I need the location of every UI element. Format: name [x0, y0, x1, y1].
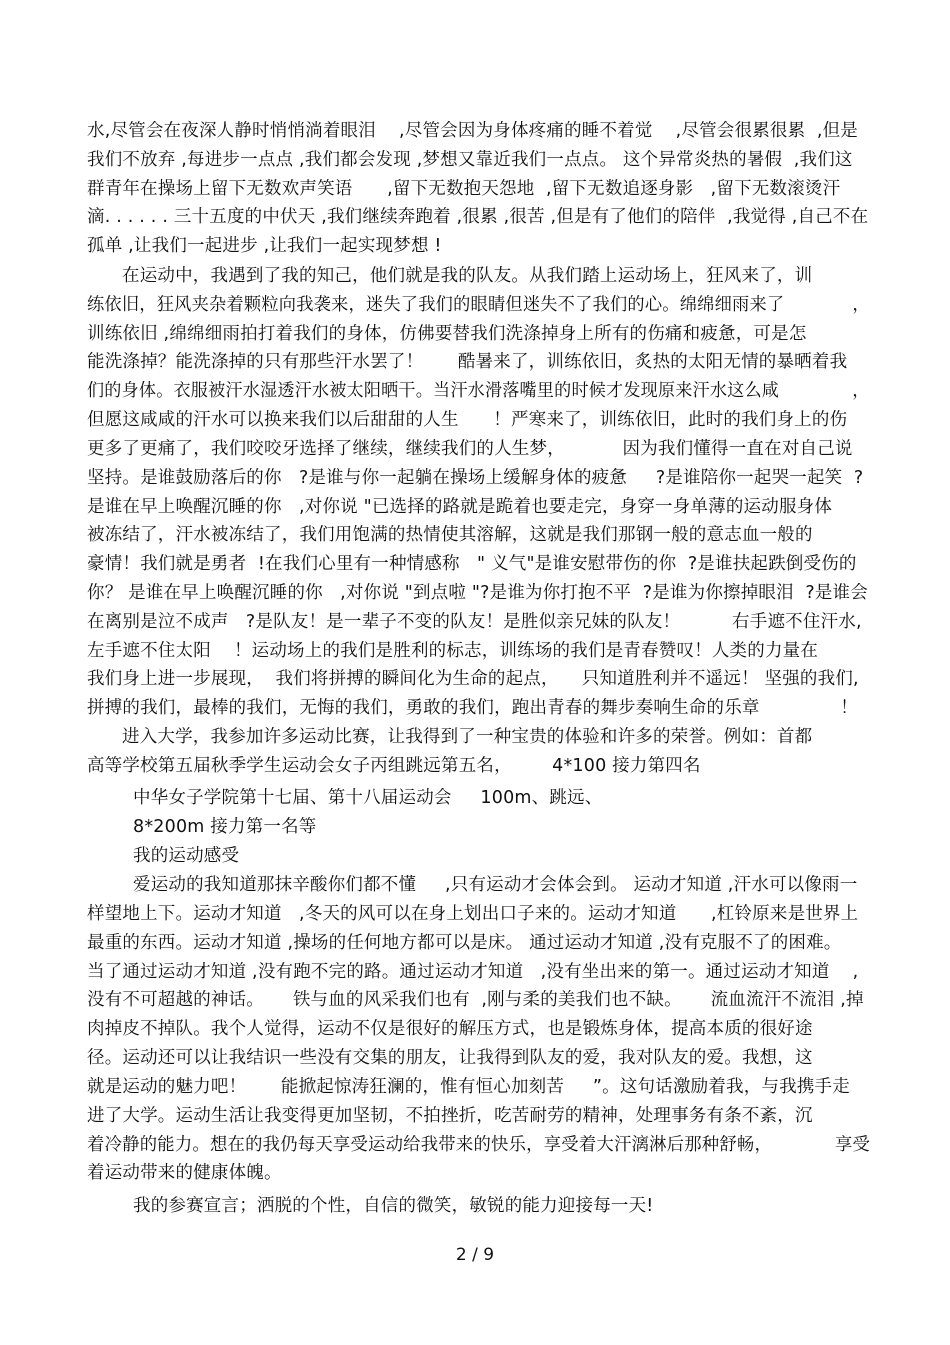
text-line: 滴. . . . . . 三十五度的中伏天 ,我们继续奔跑着 ,很累 ,很苦 ,但是有了他们的陪伴 ,我觉得 ,自己不在	[87, 207, 869, 227]
text-line: 高等学校第五届秋季学生运动会女子丙组跳远第五名， 4*100 接力第四名	[87, 756, 701, 776]
text-line: 就是运动的魅力吧！ 能掀起惊涛狂澜的，惟有恒心加刻苦 ”。这句话激励着我，与我携手走	[87, 1077, 850, 1097]
text-line: 被冻结了，汗水被冻结了，我们用饱满的热情使其溶解，这就是我们那钢一般的意志血一般的	[87, 525, 813, 545]
text-line: 没有不可超越的神话。 铁与血的风采我们也有 ,刚与柔的美我们也不缺。 流血流汗不流泪 ,掉	[87, 990, 864, 1010]
text-line: 拼搏的我们，最棒的我们，无悔的我们，勇敢的我们，跑出青春的舞步奏响生命的乐章 ！	[87, 698, 858, 718]
paragraph-start-line: 爱运动的我知道那抹辛酸你们都不懂 ,只有运动才会体会到。 运动才知道 ,汗水可以像雨一	[133, 875, 858, 895]
text-line: 进了大学。运动生活让我变得更加坚韧，不拍挫折，吃苦耐劳的精神，处理事务有条不紊，沉	[87, 1106, 813, 1126]
text-line: 着冷静的能力。想在的我仍每天享受运动给我带来的快乐，享受着大汗漓淋后那种舒畅， 享受	[87, 1135, 871, 1155]
text-line: 练依旧，狂风夹杂着颗粒向我袭来，迷失了我们的眼睛但迷失不了我们的心。绵绵细雨来了 ，	[87, 295, 870, 315]
text-line: 豪情！我们就是勇者 !在我们心里有一种情感称 " 义气"是谁安慰带伤的你 ?是谁扶起跌倒受伤的	[87, 554, 857, 574]
text-line: 肉掉皮不掉队。我个人觉得，运动不仅是很好的解压方式，也是锻炼身体，提高本质的很好途	[87, 1019, 813, 1039]
section-heading: 我的运动感受	[133, 846, 240, 866]
text-line: 径。运动还可以让我结识一些没有交集的朋友，让我得到队友的爱，我对队友的爱。我想，这	[87, 1048, 813, 1068]
text-line: 们的身体。衣服被汗水湿透汗水被太阳晒干。当汗水滑落嘴里的时候才发现原来汗水这么咸 ，	[87, 381, 870, 401]
text-line: 水,尽管会在夜深人静时悄悄淌着眼泪 ,尽管会因为身体疼痛的睡不着觉 ,尽管会很累很累 ,但是	[87, 121, 858, 141]
text-line: 你？ 是谁在早上唤醒沉睡的你 ,对你说 "到点啦 "?是谁为你打抱不平 ?是谁为你擦掉眼泪 ?是谁会	[87, 583, 868, 603]
text-line: 我们不放弃 ,每进步一点点 ,我们都会发现 ,梦想又靠近我们一点点。 这个异常炎热的暑假 ,我们这	[87, 150, 853, 170]
text-line: 但愿这咸咸的汗水可以换来我们以后甜甜的人生 ！严寒来了，训练依旧，此时的我们身上的伤	[87, 410, 848, 430]
text-line: 左手遮不住太阳 ！运动场上的我们是胜利的标志，训练场的我们是青春赞叹！人类的力量在	[87, 641, 819, 661]
text-line: 更多了更痛了，我们咬咬牙选择了继续，继续我们的人生梦， 因为我们懂得一直在对自己说	[87, 439, 853, 459]
text-line: 孤单 ,让我们一起进步 ,让我们一起实现梦想 !	[87, 236, 442, 256]
award-line: 中华女子学院第十七届、第十八届运动会 100m、跳远、	[133, 788, 603, 808]
text-line: 是谁在早上唤醒沉睡的你 ,对你说 "已选择的路就是跪着也要走完，身穿一身单薄的运动服身体	[87, 497, 833, 517]
declaration-line: 我的参赛宣言；洒脱的个性，自信的微笑，敏锐的能力迎接每一天!	[133, 1196, 654, 1216]
text-line: 我们身上进一步展现， 我们将拼搏的瞬间化为生命的起点， 只知道胜利并不遥远！ 坚强的我们,	[87, 669, 859, 689]
paragraph-start-line: 在运动中，我遇到了我的知己，他们就是我的队友。从我们踏上运动场上，狂风来了，训	[122, 266, 813, 286]
text-line: 坚持。是谁鼓励落后的你 ?是谁与你一起躺在操场上缓解身体的疲惫 ?是谁陪你一起哭一起笑 ?	[87, 468, 864, 488]
text-line: 训练依旧 ,绵绵细雨拍打着我们的身体，仿佛要替我们洗涤掉身上所有的伤痛和疲惫，可是怎	[87, 324, 807, 344]
text-line: 群青年在操场上留下无数欢声笑语 ,留下无数抱天怨地 ,留下无数追逐身影 ,留下无数滚烫汗	[87, 179, 841, 199]
text-line: 能洗涤掉？能洗涤掉的只有那些汗水罢了！ 酷暑来了，训练依旧，炙热的太阳无情的暴晒着我	[87, 352, 848, 372]
award-line: 8*200m 接力第一名等	[133, 817, 317, 837]
text-line: 当了通过运动才知道 ,没有跑不完的路。通过运动才知道 ,没有坐出来的第一。通过运动才知道 ,	[87, 962, 859, 982]
page-number: 2 / 9	[455, 1245, 495, 1265]
text-line: 着运动带来的健康体魄。	[87, 1163, 282, 1183]
text-line: 样望地上下。运动才知道 ,冬天的风可以在身上划出口子来的。运动才知道 ,杠铃原来是世界上	[87, 904, 859, 924]
text-line: 最重的东西。运动才知道 ,操场的任何地方都可以是床。 通过运动才知道 ,没有克服不了的困难。	[87, 933, 842, 953]
text-line: 在离别是泣不成声 ?是队友！是一辈子不变的队友！是胜似亲兄妹的队友！ 右手遮不住汗水,	[87, 612, 862, 632]
paragraph-start-line: 进入大学，我参加许多运动比赛，让我得到了一种宝贵的体验和许多的荣誉。例如：首都	[122, 727, 813, 747]
